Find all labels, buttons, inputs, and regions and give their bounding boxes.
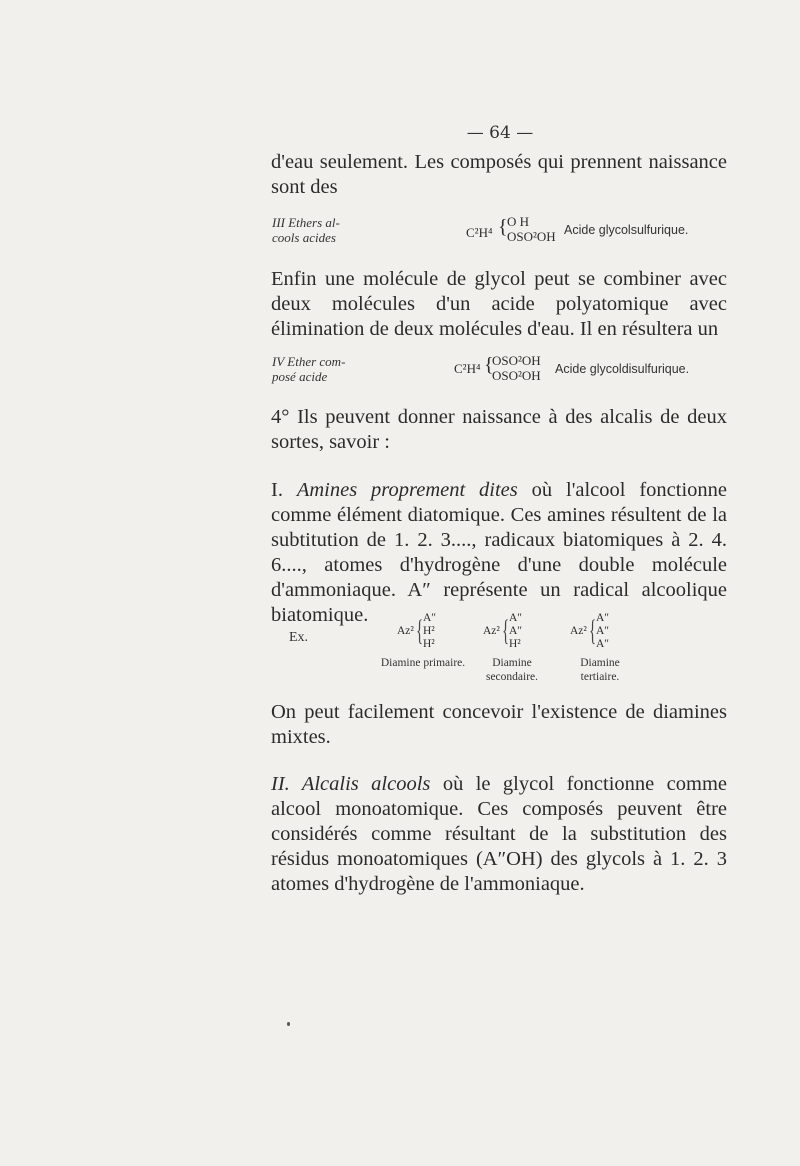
amine-secondary-caption2: secondaire.: [485, 671, 539, 683]
item-iii-label-line1: III Ethers al-: [272, 215, 340, 230]
item-iv-formula: [454, 353, 549, 385]
ink-speck: [287, 1022, 290, 1026]
item-iv-formula-bottom: OSO²OH: [492, 368, 541, 383]
amine-tertiary-formula: [570, 612, 630, 654]
amine-tertiary-lines: [596, 612, 609, 651]
amine-secondary-lines: [509, 612, 522, 651]
amine-secondary-base: Az²: [483, 625, 500, 637]
item-iii-formula-top: O H: [507, 214, 530, 229]
amine-tertiary-l1: A″: [596, 612, 610, 624]
amine-secondary-l2: A″: [509, 625, 523, 637]
alkali-alcohols-prefix: II.: [271, 773, 302, 795]
item-iv-formula-top: OSO²OH: [492, 353, 541, 368]
paragraph-amines: [271, 478, 727, 628]
alkali-alcohols-italic-term: Alcalis alcools: [301, 773, 431, 795]
amine-secondary-caption1: Diamine: [492, 657, 532, 669]
item-iii-formula: [466, 214, 561, 246]
amine-secondary-l3: H²: [509, 638, 521, 650]
amine-tertiary-caption: [560, 656, 640, 684]
amine-primary-caption: [368, 656, 478, 670]
amine-tertiary-caption1: Diamine: [580, 657, 620, 669]
page-number: — 64 —: [466, 123, 534, 143]
item-iv-label-line1: IV Ether com-: [272, 354, 346, 369]
paragraph-intro: d'eau seulement. Les composés qui prennent naissance sont des: [271, 151, 727, 198]
amines-prefix: I.: [271, 479, 297, 501]
paragraph-mixed-diamines: On peut facilement concevoir l'existence de diamines mixtes.: [271, 701, 727, 748]
item-iv-label-line2: posé acide: [272, 369, 328, 384]
paragraph-combination: Enfin une molécule de glycol peut se combiner avec deux molécules d'un acide polyatomique avec élimination de deux molécules d'eau. Il en résultera un: [271, 268, 727, 340]
amine-primary-brace: {: [416, 614, 424, 647]
amine-tertiary-brace: {: [589, 614, 597, 647]
amine-primary-base: Az²: [397, 625, 414, 637]
amine-secondary-formula: [483, 612, 543, 654]
amine-tertiary-l3: A″: [596, 638, 610, 650]
amine-primary-caption1: Diamine primaire.: [380, 657, 466, 669]
amine-secondary-caption: [467, 656, 557, 684]
amine-tertiary-l2: A″: [596, 625, 610, 637]
amine-primary-lines: [423, 612, 436, 651]
item-iii-formula-main: C²H⁴: [466, 225, 493, 240]
amine-primary-l1: A″: [423, 612, 437, 624]
amines-italic-term: Amines proprement dites: [296, 479, 518, 501]
item-iii-name: Acide glycolsulfurique.: [564, 223, 689, 237]
item-iv-label: [272, 354, 345, 384]
alkali-alcohols-text: où le glycol fonctionne comme alcool monoatomique. Ces composés peuvent être considérés comme résultant de la substitution des résidus monoatomiques (A″OH) des glycols à 1. 2. 3 atomes d'hydrogène de l'ammoniaque.: [271, 773, 727, 895]
example-label: Ex.: [289, 630, 309, 645]
paragraph-alkalis: [271, 405, 727, 455]
item-iv-brace: {: [484, 354, 494, 376]
amine-primary-l3: H²: [423, 638, 435, 650]
paragraph-alkali-alcohols: [271, 772, 727, 897]
amine-primary-l2: H²: [423, 625, 435, 637]
amine-secondary-brace: {: [502, 614, 510, 647]
item-iii-label: [272, 215, 340, 245]
item-iii-formula-bottom: OSO²OH: [507, 229, 556, 244]
amine-tertiary-caption2: tertiaire.: [580, 671, 620, 683]
amine-tertiary-base: Az²: [570, 625, 587, 637]
amine-primary-formula: [397, 612, 457, 654]
amines-text: où l'alcool fonctionne comme élément diatomique. Ces amines résultent de la subtitution de 1. 2. 3...., radicaux biatomiques à 2. 4. 6...., atomes d'hydrogène d'une double molécule d'ammoniaque. A″ représente un radical alcoolique biatomique.: [271, 479, 728, 626]
item-iv-formula-main: C²H⁴: [454, 361, 481, 376]
amine-secondary-l1: A″: [509, 612, 523, 624]
item-iii-label-line2: cools acides: [272, 230, 336, 245]
paragraph-alkalis-text: 4° Ils peuvent donner naissance à des alcalis de deux sortes, savoir :: [271, 406, 727, 453]
item-iv-name: Acide glycoldisulfurique.: [555, 362, 690, 376]
item-iii-brace: {: [498, 216, 508, 238]
